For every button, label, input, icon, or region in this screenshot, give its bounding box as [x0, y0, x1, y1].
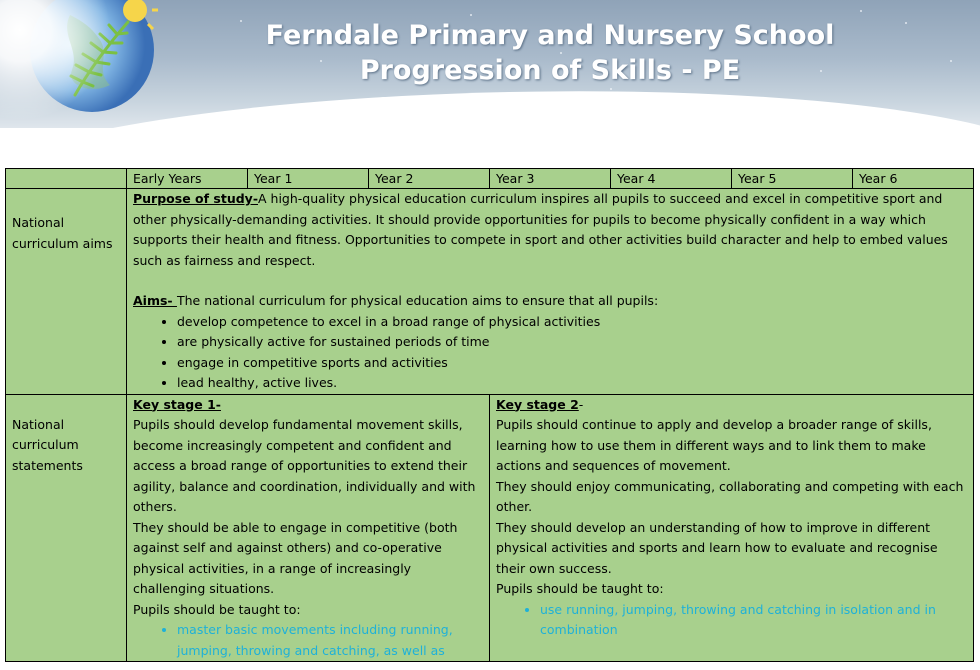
- ks1-list: [133, 620, 483, 661]
- school-logo: [0, 0, 175, 128]
- column-header: Year 4: [611, 169, 732, 189]
- ks2-heading-suffix: -: [578, 396, 584, 412]
- ks1-para: Pupils should develop fundamental movement skills, become increasingly competent and confident and access a broad range of opportunities to extend their agility, balance and coordination, individually and with others.: [133, 417, 476, 514]
- progression-table: [5, 168, 974, 662]
- ks2-taught: Pupils should be taught to:: [496, 581, 664, 596]
- aims-cell: [127, 189, 974, 395]
- list-item: • master basic movements including running, jumping, throwing and catching, as well as: [177, 620, 483, 661]
- column-header: Early Years: [127, 169, 248, 189]
- ks2-cell: [490, 394, 974, 662]
- purpose-text: A high-quality physical education curriculum inspires all pupils to succeed and excel in competitive sport and other physically-demanding activities. It should provide opportunities for pupils to become physically confident in a way which supports their health and fitness. Opportunities to compete in sport and other activities build character and help to embed values such as fairness and respect.: [133, 191, 948, 268]
- aims-intro: [133, 291, 967, 312]
- ks2-para: They should enjoy communicating, collaborating and competing with each other.: [496, 478, 964, 514]
- list-item: • lead healthy, active lives.: [177, 373, 967, 394]
- ks1-para: They should be able to engage in competitive (both against self and against others) and co-operative physical activities, in a range of increasingly challenging situations.: [133, 519, 458, 596]
- corner-cell: [6, 169, 127, 189]
- year-header-row: [6, 169, 974, 189]
- page-title: Progression of Skills - PE: [359, 55, 741, 86]
- column-header: Year 5: [732, 169, 853, 189]
- ks2-heading-line: [496, 395, 967, 416]
- list-item: • are physically active for sustained periods of time: [177, 332, 967, 353]
- row-label: National curriculum statements: [6, 394, 127, 662]
- aims-text: The national curriculum for physical education aims to ensure that all pupils:: [176, 293, 659, 308]
- list-item: • develop competence to excel in a broad range of physical activities: [177, 312, 967, 333]
- ks2-para: They should develop an understanding of how to improve in different physical activities and sports and learn how to evaluate and recognise their own success.: [496, 519, 938, 576]
- row-label: National curriculum aims: [6, 189, 127, 395]
- ks2-list: [496, 600, 967, 641]
- column-header: Year 3: [490, 169, 611, 189]
- list-item: • engage in competitive sports and activities: [177, 353, 967, 374]
- ks1-cell: [127, 394, 490, 662]
- purpose-label: Purpose of study-: [133, 191, 259, 206]
- column-header: Year 1: [248, 169, 369, 189]
- header-banner: [0, 0, 980, 128]
- ks2-heading: Key stage 2: [496, 396, 579, 412]
- school-name: Ferndale Primary and Nursery School: [265, 20, 835, 51]
- purpose-of-study: [133, 189, 967, 271]
- aims-row: [6, 189, 974, 395]
- column-header: Year 2: [369, 169, 490, 189]
- statements-row: [6, 394, 974, 662]
- list-item: • use running, jumping, throwing and catching in isolation and in combination: [540, 600, 967, 641]
- column-header: Year 6: [853, 169, 974, 189]
- aims-label: Aims-: [133, 293, 177, 308]
- ks2-para: Pupils should continue to apply and develop a broader range of skills, learning how to use them in different ways and to link them to make actions and sequences of movement.: [496, 417, 932, 473]
- page-header: [190, 18, 910, 88]
- ks1-heading: Key stage 1-: [133, 396, 221, 412]
- ks1-taught: Pupils should be taught to:: [133, 601, 301, 617]
- aims-list: [133, 312, 967, 394]
